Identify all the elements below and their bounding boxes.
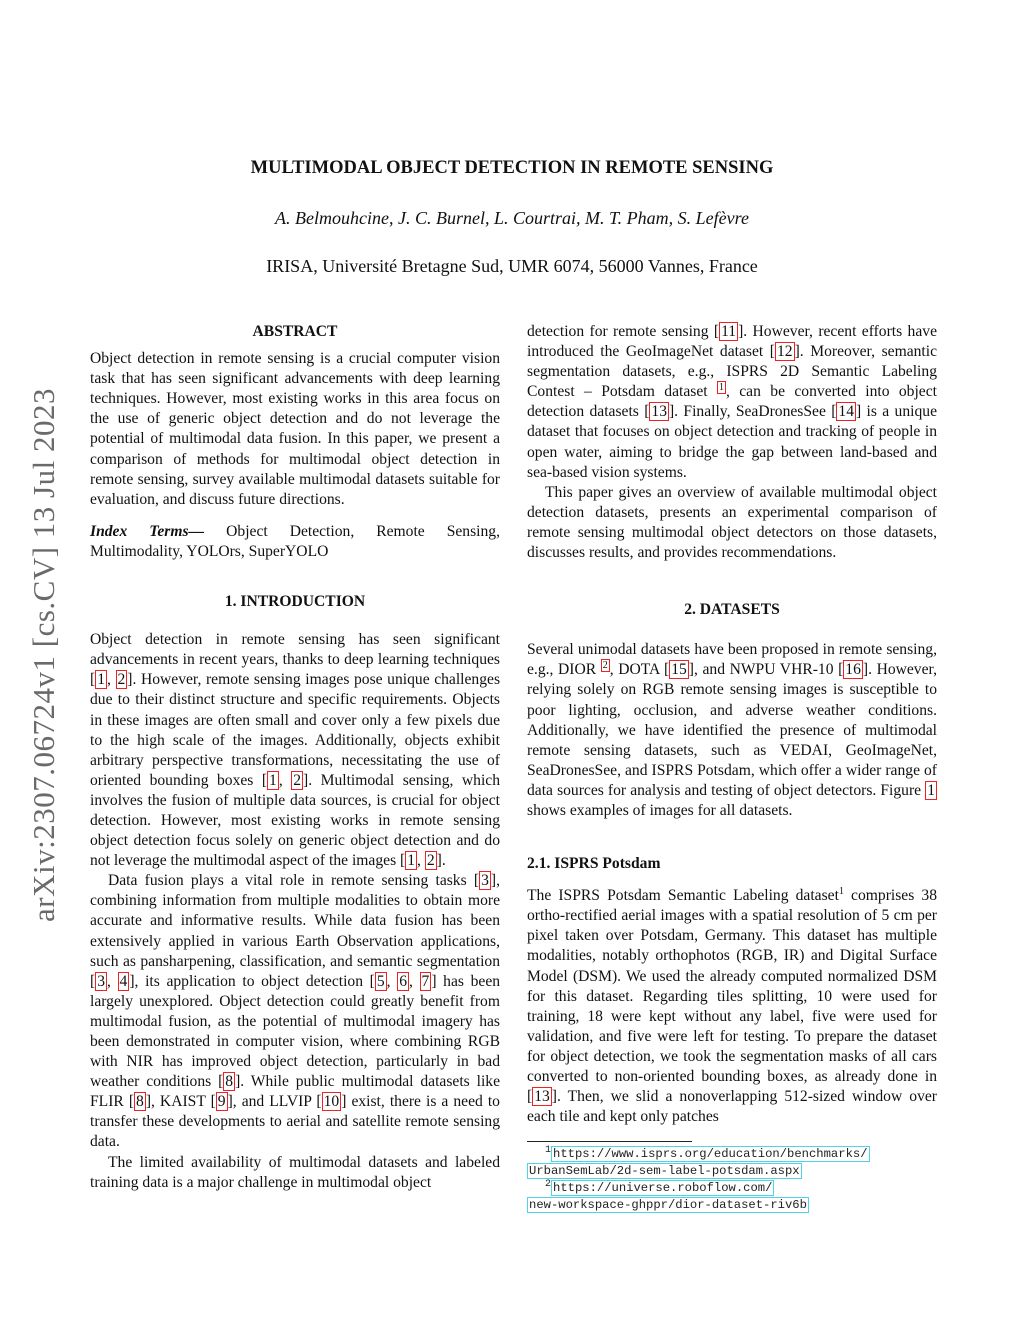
right-column [527, 322, 937, 1127]
abstract-text: Object detection in remote sensing is a crucial computer vision task that has seen significant advancements with deep learning techniques. However, most existing works in this area focus on the use of generic object detection and do not leverage the potential of multimodal data fusion. In this paper, we present a comparison of methods for multimodal object detection in remote sensing, survey available multimodal datasets suitable for evaluation, and discuss future directions. [90, 350, 500, 508]
footnote-url[interactable]: https://universe.roboflow.com/ [553, 1181, 773, 1195]
citation-link[interactable]: 1 [269, 771, 277, 789]
citation-link[interactable]: 1 [97, 671, 105, 689]
footnote-url[interactable]: UrbanSemLab/2d-sem-label-potsdam.aspx [529, 1164, 800, 1178]
index-terms-text: Object Detection, Remote Sensing, Multimodality, YOLOrs, SuperYOLO [90, 522, 501, 560]
index-terms-label: Index Terms— [90, 522, 205, 540]
citation-link[interactable]: 8 [225, 1073, 234, 1091]
citation-link[interactable]: 14 [838, 403, 855, 421]
footnote-1: $^1$ https://www.isprs.org/education/benchmarks/ UrbanSemLab/2d-sem-label-potsdam.aspx [529, 1144, 868, 1178]
footnote-url[interactable]: new-workspace-ghppr/dior-dataset-riv6b [529, 1198, 807, 1212]
citation-link[interactable]: 1 [407, 852, 416, 870]
citation-link[interactable]: 2 [117, 671, 126, 689]
datasets-paragraph: Several unimodal datasets have been proposed in remote sensing, e.g., DIOR $^2$ , DOTA [ 15 ], and NWPU VHR-10 [ 16 ]. However, relying solely on RGB remote sensing images is susceptible to poor lighting, occlusion, and adverse weather conditions. Additionally, we have identified the presence of multimodal remote sensing datasets, such as VEDAI, GeoImageNet, SeaDronesSee, and ISPRS Potsdam, which offer a wider range of data sources for analysis and testing of object detectors. Figure 1 shows examples of images for all datasets. [527, 641, 937, 819]
citation-link[interactable]: 3 [97, 972, 105, 990]
footnote-rule [527, 1141, 692, 1142]
right-paragraph-1: detection for remote sensing [ 11 ]. However, recent efforts have introduced the GeoImageNet dataset [ 12 ]. Moreover, semantic segmentation datasets, e.g., ISPRS 2D Semantic Labeling Contest – Potsdam dataset $^1$ , can be converted into object detection datasets [ 13 ]. Finally, SeaDronesSee [ 14 ] is a unique dataset that focuses on object detection and tracking of people in open water, aiming to bridge the gap between land-based and sea-based vision systems. [527, 323, 937, 481]
datasets-heading: 2. DATASETS [684, 601, 780, 619]
footnote-marker: 1 [838, 885, 844, 897]
footnote-link[interactable]: 1 [718, 382, 724, 394]
intro-paragraph-3: The limited availability of multimodal datasets and labeled training data is a major challenge in multimodal object [90, 1153, 500, 1191]
left-column [90, 322, 500, 1193]
intro-paragraph-2: Data fusion plays a vital role in remote sensing tasks [ 3 ], combining information from multiple modalities to obtain more accurate and informative results. While data fusion has been extensively applied in various Earth Observation applications, such as pansharpening, classification, and semantic segmentation [ 3 , 4 ], its application to object detection [ 5 , 6 , 7 ] has been largely unexplored. Object detection could greatly benefit from multimodal fusion, as the potential of multimodal imagery has been demonstrated in computer vision, where combining RGB with NIR has improved object detection, particularly in bad weather conditions [ 8 ]. While public multimodal datasets like FLIR [ 8 ], KAIST [ 9 ], and LLVIP [ 10 ] exist, there is a need to transfer these developments to aerial and satellite remote sensing data. [90, 872, 501, 1151]
citation-link[interactable]: 2 [293, 771, 302, 789]
footnote-link[interactable]: 2 [602, 660, 608, 672]
citation-link[interactable]: 16 [845, 661, 861, 679]
paper-affiliation: IRISA, Université Bretagne Sud, UMR 6074, 56000 Vannes, France [266, 256, 758, 276]
isprs-paragraph: The ISPRS Potsdam Semantic Labeling dataset$^1$ comprises 38 ortho-rectified aerial images with a spatial resolution of 5 cm per pixel taken over Potsdam, Germany. This dataset has multiple modalities, notably orthophotos (RGB, IR) and Digital Surface Model (DSM). We used the already computed normalized DSM for this dataset. Regarding tiles splitting, 10 were used for training, 18 were kept without any label, five were used for validation, and five were left for testing. To prepare the dataset for object detection, we took the segmentation masks of all cars converted to non-oriented bounding boxes, as already done in [ 13 ]. Then, we slid a nonoverlapping 512-sized window over each tile and kept only patches [527, 885, 938, 1126]
arxiv-id: arXiv:2307.06724v1 [cs.CV] 13 Jul 2023 [26, 388, 61, 922]
index-terms [90, 522, 500, 562]
citation-link[interactable]: 13 [651, 403, 667, 421]
citation-link[interactable]: 5 [376, 972, 385, 990]
citation-link[interactable]: 15 [671, 661, 687, 679]
citation-link[interactable]: 11 [721, 323, 737, 340]
citation-link[interactable]: 2 [426, 852, 435, 870]
figure-link[interactable]: 1 [927, 781, 935, 799]
footnote-2: $^2$ https://universe.roboflow.com/ new-workspace-ghppr/dior-dataset-riv6b [529, 1178, 807, 1212]
footnote-url[interactable]: https://www.isprs.org/education/benchmarks/ [553, 1147, 868, 1161]
intro-paragraph-1: Object detection in remote sensing has seen significant advancements in recent years, thanks to deep learning techniques [ 1 , 2 ]. However, remote sensing images pose unique challenges due to their distinct structure and specific requirements. Objects in these images are often small and cover only a few pixels due to the high scale of the images. Additionally, objects exhibit arbitrary perspective transformations, necessitating the use of oriented bounding boxes [ 1 , 2 ]. Multimodal sensing, which involves the fusion of multiple data sources, is crucial for object detection. However, most existing works in remote sensing object detection focus solely on generic object detection and do not leverage the multimodal aspect of the images [ 1 , 2 ]. [90, 631, 501, 870]
citation-link[interactable]: 10 [323, 1093, 340, 1111]
citation-link[interactable]: 7 [421, 972, 430, 990]
arxiv-sidebar [22, 365, 66, 945]
citation-link[interactable]: 8 [136, 1093, 144, 1111]
citation-link[interactable]: 4 [119, 972, 128, 990]
citation-link[interactable]: 12 [776, 343, 793, 361]
paper-authors: A. Belmouhcine, J. C. Burnel, L. Courtrai, M. T. Pham, S. Lefèvre [275, 208, 749, 228]
abstract-heading: ABSTRACT [252, 323, 338, 340]
intro-heading: 1. INTRODUCTION [224, 593, 366, 611]
citation-link[interactable]: 9 [217, 1093, 226, 1111]
citation-link[interactable]: 3 [481, 872, 489, 890]
isprs-subheading: 2.1. ISPRS Potsdam [527, 855, 661, 873]
paper-title: MULTIMODAL OBJECT DETECTION IN REMOTE SENSING [250, 158, 774, 178]
citation-link[interactable]: 6 [399, 972, 407, 990]
citation-link[interactable]: 13 [534, 1088, 550, 1106]
right-paragraph-2: This paper gives an overview of available multimodal object detection datasets, presents an experimental comparison of remote sensing multimodal object detectors on those datasets, discusses results, and provides recommendations. [527, 483, 937, 562]
